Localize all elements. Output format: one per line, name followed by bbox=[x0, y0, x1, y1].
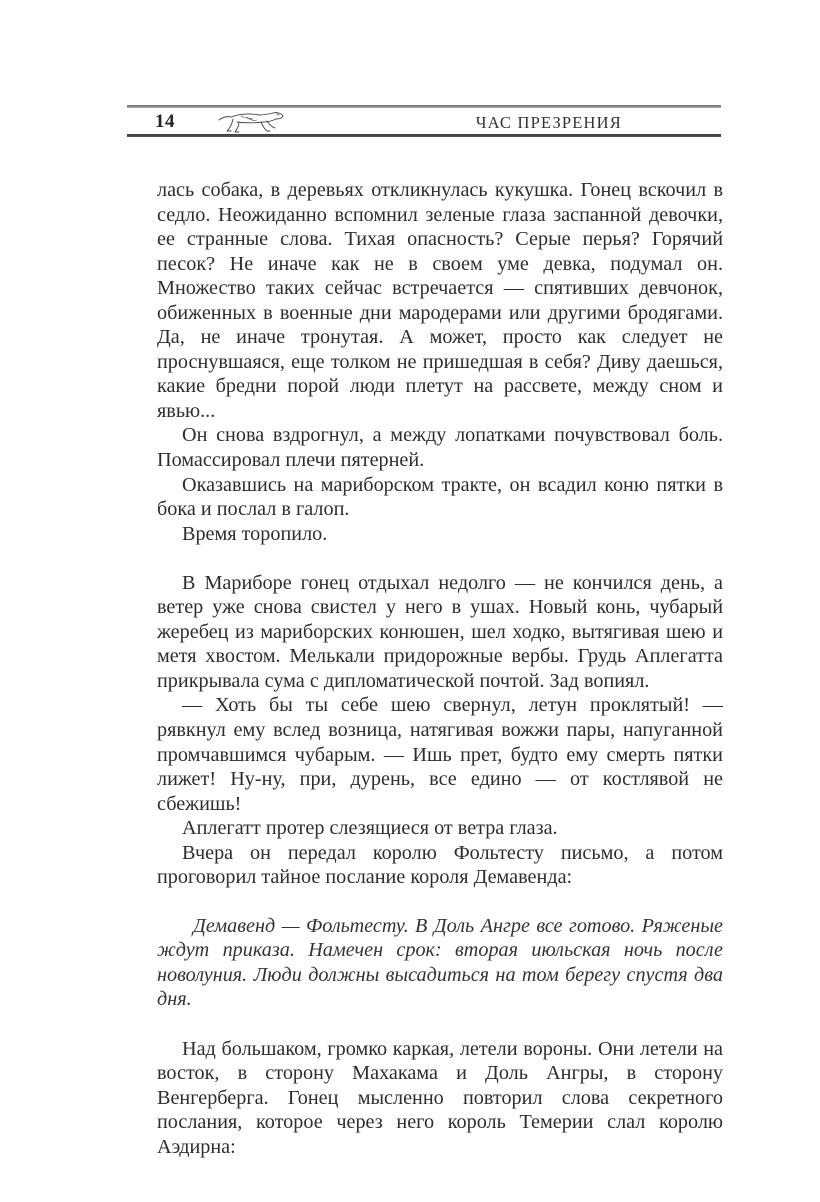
secret-message-block bbox=[157, 914, 723, 1012]
paragraph: Время торопило. bbox=[182, 522, 328, 545]
body-text bbox=[157, 178, 723, 1159]
running-dog-icon bbox=[217, 108, 285, 134]
running-header bbox=[127, 105, 721, 138]
paragraph: В Мариборе гонец отдыхал недолго — не кончился день, а ветер уже снова свистел у него в ушах. Новый конь, чубарый жеребец из мариборских конюшен, шел ходко, вытягивая шею и метя хвостом. Мелькали придорожные вербы. Грудь Аплегатта прикрывала сума с дипломатической почтой. Зад вопиял. bbox=[157, 571, 723, 692]
paragraph: — Хоть бы ты себе шею свернул, летун проклятый! — рявкнул ему вслед возница, натягивая вожжи пары, напуганной промчавшимся чубарым. — Ишь прет, будто ему смерть пятки лижет! Ну-ну, при, дурень, все едино — от костлявой не сбежишь! bbox=[157, 694, 723, 815]
paragraph: Аплегатт протер слезящиеся от ветра глаза. bbox=[182, 817, 558, 840]
paragraph: Над большаком, громко каркая, летели вороны. Они летели на восток, в сторону Махакама и Доль Ангры, в сторону Венгерберга. Гонец мысленно повторил слова секретного послания, которое через него король Темерии слал королю Аэдирна: bbox=[157, 1037, 723, 1158]
header-rule-bottom bbox=[127, 134, 721, 137]
paragraph: Он снова вздрогнул, а между лопатками почувствовал боль. Помассировал плечи пятерней. bbox=[157, 424, 723, 472]
spacer bbox=[157, 890, 723, 914]
page-number: 14 bbox=[155, 111, 175, 132]
running-title: ЧАС ПРЕЗРЕНИЯ bbox=[475, 113, 622, 132]
section-break bbox=[157, 546, 723, 571]
paragraph: Оказавшись на мариборском тракте, он всадил коню пятки в бока и послал в галоп. bbox=[157, 473, 723, 521]
paragraph: лась собака, в деревьях откликнулась кукушка. Гонец вскочил в седло. Неожиданно вспомнил зеленые глаза заспанной девочки, ее странные слова. Тихая опасность? Серые перья? Горячий песок? Не иначе как не в своем уме девка, подумал он. Множество таких сейчас встречается — спятивших девчонок, обиженных в военные дни мародерами или другими бродягами. Да, не иначе тронутая. А может, просто как следует не проснувшаяся, еще толком не пришедшая в себя? Диву даешься, какие бредни порой люди плетут на рассвете, между сном и явью... bbox=[157, 179, 723, 422]
spacer bbox=[157, 1012, 723, 1037]
secret-message: Демавенд — Фольтесту. В Доль Ангре все готово. Ряженые ждут приказа. Намечен срок: вторая июльская ночь после новолуния. Люди должны высадиться на том берегу спустя два дня. bbox=[157, 914, 723, 1011]
paragraph: Вчера он передал королю Фольтесту письмо, а потом проговорил тайное послание короля Демавенда: bbox=[157, 841, 723, 889]
